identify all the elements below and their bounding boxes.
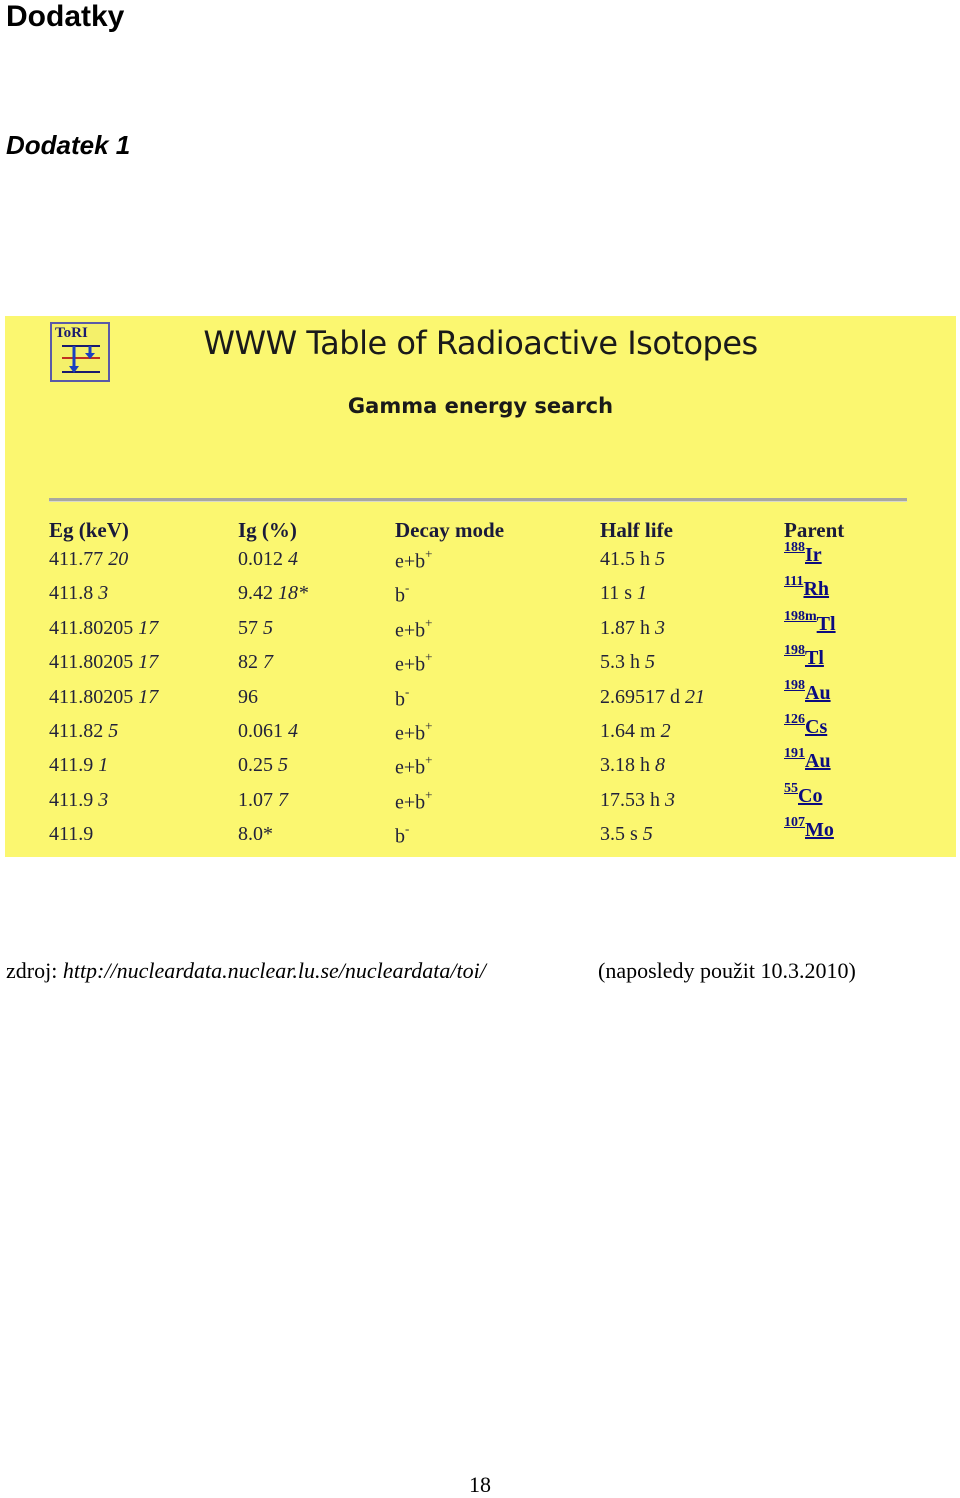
energy-cell xyxy=(49,548,128,571)
intensity-cell xyxy=(238,582,308,605)
parent-link-191au[interactable] xyxy=(784,746,831,773)
half-life-cell xyxy=(600,686,705,709)
energy-value: 411.9 xyxy=(49,823,94,845)
decay-mode: b xyxy=(395,825,405,848)
energy-uncertainty: 17 xyxy=(138,617,159,639)
intensity-value: 0.25 xyxy=(238,754,273,776)
mass-number[interactable]: 55 xyxy=(784,781,798,796)
decay-mode-cell xyxy=(395,617,433,643)
half-life-uncertainty: 21 xyxy=(685,686,705,708)
element-symbol[interactable]: Co xyxy=(798,785,823,807)
intensity-uncertainty: 4 xyxy=(288,548,298,570)
intensity-value: 9.42 xyxy=(238,582,273,604)
half-life-value: 2.69517 d xyxy=(600,686,680,708)
intensity-uncertainty: 5 xyxy=(263,617,273,639)
access-date: (naposledy použit 10.3.2010) xyxy=(598,958,856,983)
half-life-value: 11 s xyxy=(600,582,633,604)
element-symbol[interactable]: Mo xyxy=(805,819,834,841)
decay-mode-sign: + xyxy=(425,615,433,630)
energy-uncertainty: 20 xyxy=(108,548,129,570)
energy-value: 411.77 xyxy=(49,548,104,570)
parent-link-107mo[interactable] xyxy=(784,815,834,842)
parent-link-198au[interactable] xyxy=(784,678,831,705)
decay-mode-cell xyxy=(395,651,433,677)
half-life-uncertainty: 1 xyxy=(637,582,648,604)
mass-number[interactable]: 198m xyxy=(784,609,817,624)
intensity-cell xyxy=(238,651,273,674)
source-url[interactable]: http://nucleardata.nuclear.lu.se/nucleardata/toi/ xyxy=(62,958,486,983)
parent-link-188ir[interactable] xyxy=(784,540,822,567)
intensity-uncertainty: 7 xyxy=(278,789,288,811)
decay-mode-sign: + xyxy=(425,752,433,767)
intensity-cell xyxy=(238,686,258,709)
half-life-value: 3.18 h xyxy=(600,754,650,776)
mass-number[interactable]: 191 xyxy=(784,746,805,761)
element-symbol[interactable]: Cs xyxy=(805,716,828,738)
energy-cell xyxy=(49,651,158,674)
source-label: zdroj: xyxy=(6,958,58,983)
decay-mode: e+b xyxy=(395,791,426,814)
energy-value: 411.82 xyxy=(49,720,104,742)
half-life-uncertainty: 5 xyxy=(642,823,653,845)
energy-uncertainty: 3 xyxy=(98,789,109,811)
energy-uncertainty: 17 xyxy=(138,651,159,673)
decay-mode: b xyxy=(395,688,405,711)
decay-mode: e+b xyxy=(395,756,426,779)
decay-mode: e+b xyxy=(395,722,426,745)
intensity-cell xyxy=(238,754,288,777)
intensity-uncertainty: 7 xyxy=(263,651,273,673)
intensity-uncertainty: 18* xyxy=(278,582,308,604)
energy-value: 411.9 xyxy=(49,754,94,776)
divider xyxy=(49,498,907,502)
half-life-cell xyxy=(600,720,671,743)
half-life-cell xyxy=(600,754,665,777)
half-life-uncertainty: 8 xyxy=(655,754,665,776)
energy-value: 411.8 xyxy=(49,582,94,604)
half-life-value: 1.87 h xyxy=(600,617,650,639)
half-life-value: 17.53 h xyxy=(600,789,660,811)
half-life-cell xyxy=(600,823,653,846)
half-life-uncertainty: 5 xyxy=(655,548,665,570)
energy-uncertainty: 3 xyxy=(98,582,109,604)
intensity-cell xyxy=(238,823,273,846)
decay-mode-cell xyxy=(395,548,433,574)
decay-mode-sign: - xyxy=(405,821,410,836)
appendix-heading: Dodatek 1 xyxy=(6,130,131,160)
half-life-cell xyxy=(600,789,675,812)
energy-value: 411.80205 xyxy=(49,617,134,639)
decay-mode-sign: + xyxy=(425,787,433,802)
header-decay-mode: Decay mode xyxy=(395,518,505,542)
figure-title: WWW Table of Radioactive Isotopes xyxy=(203,324,758,362)
energy-cell xyxy=(49,582,108,605)
parent-link-111rh[interactable] xyxy=(784,574,830,601)
intensity-cell xyxy=(238,789,288,812)
element-symbol[interactable]: Tl xyxy=(816,613,836,635)
element-symbol[interactable]: Au xyxy=(805,750,831,772)
mass-number[interactable]: 188 xyxy=(784,540,805,555)
decay-mode: e+b xyxy=(395,550,426,573)
energy-cell xyxy=(49,720,118,743)
header-parent: Parent xyxy=(784,518,845,542)
element-symbol[interactable]: Ir xyxy=(805,544,822,566)
element-symbol[interactable]: Rh xyxy=(803,578,830,600)
intensity-value: 1.07 xyxy=(238,789,273,811)
half-life-cell xyxy=(600,617,665,640)
mass-number[interactable]: 107 xyxy=(784,815,805,830)
logo-text: ToRI xyxy=(55,325,88,341)
mass-number[interactable]: 111 xyxy=(784,574,804,589)
intensity-cell xyxy=(238,548,298,571)
intensity-uncertainty: 4 xyxy=(288,720,298,742)
element-symbol[interactable]: Au xyxy=(805,682,831,704)
intensity-value: 0.061 xyxy=(238,720,283,742)
mass-number[interactable]: 198 xyxy=(784,643,805,658)
decay-mode-cell xyxy=(395,720,433,746)
header-half-life: Half life xyxy=(600,518,673,542)
header-energy: Eg (keV) xyxy=(49,518,129,542)
half-life-uncertainty: 5 xyxy=(645,651,655,673)
mass-number[interactable]: 126 xyxy=(784,712,805,727)
isotope-table-figure xyxy=(5,316,956,857)
decay-mode: e+b xyxy=(395,653,426,676)
energy-uncertainty: 1 xyxy=(98,754,109,776)
intensity-value: 82 xyxy=(238,651,258,673)
energy-cell xyxy=(49,754,108,777)
decay-mode-cell xyxy=(395,823,409,849)
intensity-value: 96 xyxy=(238,686,258,708)
half-life-cell xyxy=(600,582,647,605)
page-heading: Dodatky xyxy=(6,0,125,33)
energy-cell xyxy=(49,789,108,812)
half-life-cell xyxy=(600,548,665,571)
decay-mode-sign: + xyxy=(425,718,433,733)
decay-mode-cell xyxy=(395,789,433,815)
parent-link-55co[interactable] xyxy=(784,781,823,808)
decay-mode: b xyxy=(395,584,405,607)
energy-uncertainty: 5 xyxy=(108,720,119,742)
intensity-cell xyxy=(238,617,273,640)
parent-link-198tl[interactable] xyxy=(784,643,824,670)
header-intensity: Ig (%) xyxy=(238,518,297,542)
energy-value: 411.9 xyxy=(49,789,94,811)
intensity-value: 57 xyxy=(238,617,258,639)
energy-cell xyxy=(49,823,93,846)
decay-mode-sign: - xyxy=(405,684,410,699)
decay-mode-cell xyxy=(395,582,409,608)
energy-cell xyxy=(49,617,158,640)
half-life-value: 41.5 h xyxy=(600,548,650,570)
half-life-uncertainty: 3 xyxy=(665,789,675,811)
intensity-uncertainty: 5 xyxy=(278,754,288,776)
half-life-value: 3.5 s xyxy=(600,823,638,845)
energy-value: 411.80205 xyxy=(49,686,134,708)
decay-mode-sign: + xyxy=(425,546,433,561)
half-life-uncertainty: 2 xyxy=(660,720,671,742)
half-life-value: 1.64 m xyxy=(600,720,656,742)
decay-mode-cell xyxy=(395,754,433,780)
page-number: 18 xyxy=(469,1472,491,1497)
energy-cell xyxy=(49,686,158,709)
half-life-value: 5.3 h xyxy=(600,651,640,673)
decay-mode: e+b xyxy=(395,619,426,642)
figure-subtitle: Gamma energy search xyxy=(347,394,614,418)
parent-link-126cs[interactable] xyxy=(784,712,828,739)
decay-mode-cell xyxy=(395,686,409,712)
half-life-uncertainty: 3 xyxy=(655,617,665,639)
intensity-value: 0.012 xyxy=(238,548,283,570)
intensity-cell xyxy=(238,720,298,743)
parent-link-198mtl[interactable] xyxy=(784,609,836,636)
decay-mode-sign: - xyxy=(405,580,410,595)
source-line xyxy=(6,958,486,984)
element-symbol[interactable]: Tl xyxy=(805,647,824,669)
energy-uncertainty: 17 xyxy=(138,686,159,708)
half-life-cell xyxy=(600,651,655,674)
energy-value: 411.80205 xyxy=(49,651,134,673)
intensity-value: 8.0* xyxy=(238,823,273,845)
mass-number[interactable]: 198 xyxy=(784,678,805,693)
decay-mode-sign: + xyxy=(425,649,433,664)
